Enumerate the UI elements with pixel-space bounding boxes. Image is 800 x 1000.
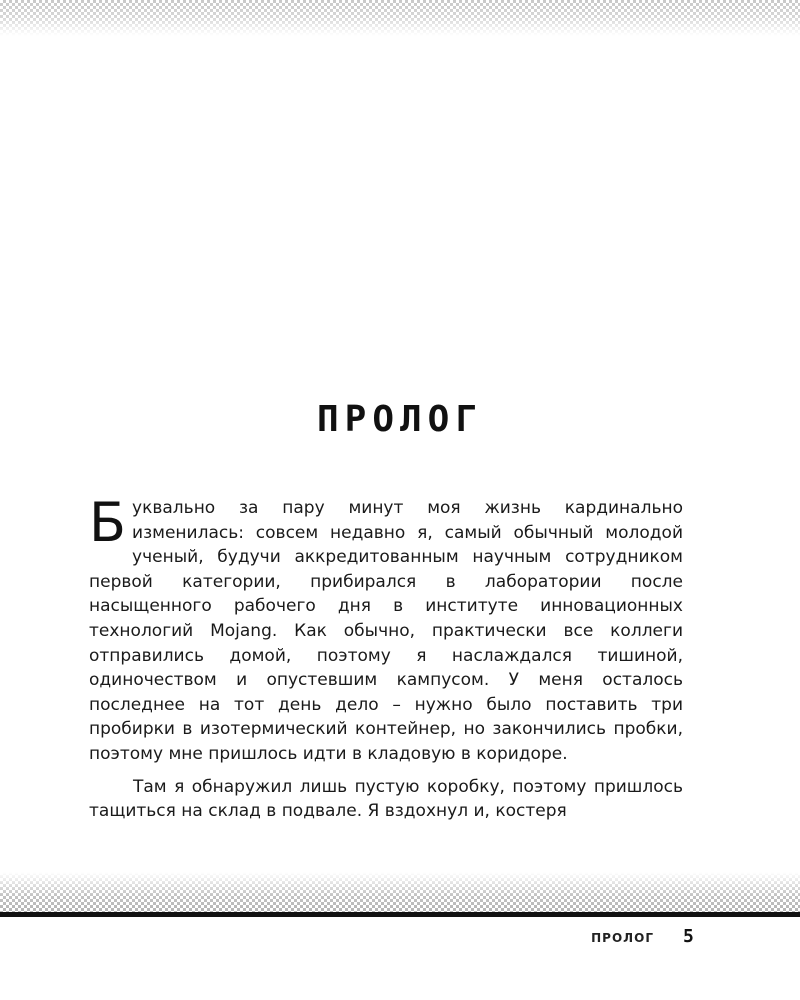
page-number: 5 [683,926,694,947]
bottom-pixel-pattern [0,872,800,912]
drop-cap: Б [89,491,127,554]
running-title: ПРОЛОГ [591,931,654,945]
paragraph-1 [89,491,683,767]
footer-rule [0,912,800,917]
paragraph-2: Там я обнаружил лишь пустую коробку, поэтому пришлось тащиться на склад в подвале. Я вздохнул и, костеря [89,776,683,822]
chapter-title: ПРОЛОГ [316,399,484,441]
paragraph-1-text: уквально за пару минут моя жизнь кардинально изменилась: совсем недавно я, самый обычный молодой ученый, будучи аккредитованным научным сотрудником первой категории, прибирался в лаборатории после насыщенного рабочего дня в институте инновационных технологий Mojang. Как обычно, практически все коллеги отправились домой, поэтому я наслаждался тишиной, одиночеством и опустевшим кампусом. У меня осталось последнее на тот день дело – нужно было поставить три пробирки в изотермический контейнер, но закончились пробки, поэтому мне пришлось идти в кладовую в коридоре. [89,498,683,764]
top-pixel-pattern [0,0,800,36]
body-text [89,491,683,824]
